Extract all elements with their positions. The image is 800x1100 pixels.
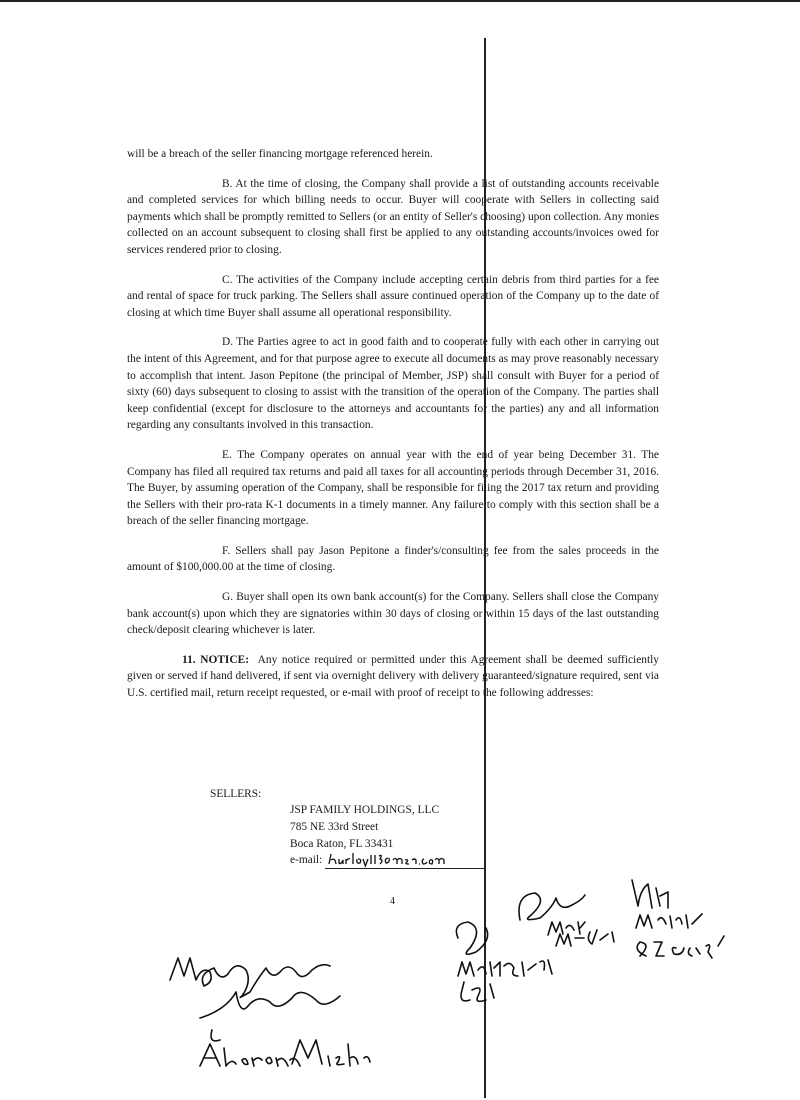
- seller-street: 785 NE 33rd Street: [290, 820, 379, 833]
- notice-heading: 11. NOTICE:: [182, 653, 249, 666]
- paragraph-c: C. The activities of the Company include accepting certain debris from third parties for a fee and rental of space for truck parking. The Sellers shall assure continued operation of the Company up to the date of closing at which time Buyer shall assume all operational responsibility.: [127, 273, 659, 319]
- paragraph-e: E. The Company operates on annual year with the end of year being December 31. The Company has filed all required tax returns and paid all taxes for all accounting periods through December 31, 2016. The Buyer, by assuming operation of the Company, shall be responsible for filing the 2017 tax return and providing the Sellers with their pro-rata K-1 documents in a timely manner. Any failure to comply with this section shall be a breach of the seller financing mortgage.: [127, 448, 659, 528]
- signature-manager-jsp: [456, 922, 552, 1001]
- paragraph-d: D. The Parties agree to act in good faith and to cooperate fully with each other in carrying out the intent of this Agreement, and for that purpose agree to execute all documents as may prove reasonably necessary to accomplish that intent. Jason Pepitone (the principal of Member, JSP) shall consult with Buyer for a period of sixty (60) days subsequent to closing to assist with the transition of the operation of the Company. The parties shall keep confidential (except for disclosure to the attorneys and accountants for the parties) any and all information regarding any consultants involved in this transaction.: [127, 336, 659, 432]
- paragraph-b: B. At the time of closing, the Company shall provide a list of outstanding accounts receivable and completed services for which billing needs to occur. Buyer will cooperate with Sellers in collecting said payments which shall be promptly remitted to Sellers (or an entity of Seller's choosing) upon collection. Any monies collected on an account subsequent to closing shall first be applied to any outstanding accounts/invoices owed for services rendered prior to closing.: [127, 177, 659, 256]
- paragraph-f: F. Sellers shall pay Jason Pepitone a finder's/consulting fee from the sales proceeds in the amount of $100,000.00 at the time of closing.: [127, 544, 659, 574]
- paragraph-g: G. Buyer shall open its own bank account(s) for the Company. Sellers shall close the Company bank account(s) upon which they are signatories within 30 days of closing or within 15 days of the last outstanding check/deposit clearing whichever is later.: [127, 591, 659, 637]
- sellers-label: SELLERS:: [210, 788, 262, 800]
- seller-email-label: e-mail:: [290, 854, 323, 867]
- signature-mmr-member: [519, 893, 614, 946]
- page-number: 4: [390, 896, 395, 907]
- seller-city: Boca Raton, FL 33431: [290, 837, 394, 850]
- seller-name: JSP FAMILY HOLDINGS, LLC: [290, 804, 440, 816]
- signature-abraham-mishne: [200, 1040, 370, 1066]
- top-fragment: will be a breach of the seller financing mortgage referenced herein.: [127, 148, 433, 160]
- signature-mh-member: [632, 880, 724, 958]
- signature-seller-left: [170, 958, 340, 1041]
- notice-body: Any notice required or permitted under this Agreement shall be deemed sufficiently given or served if hand delivered, if sent via overnight delivery with delivery guaranteed/signature required, sent via U.S. certified mail, return receipt requested, or e-mail with proof of receipt to the following addresses:: [127, 653, 659, 700]
